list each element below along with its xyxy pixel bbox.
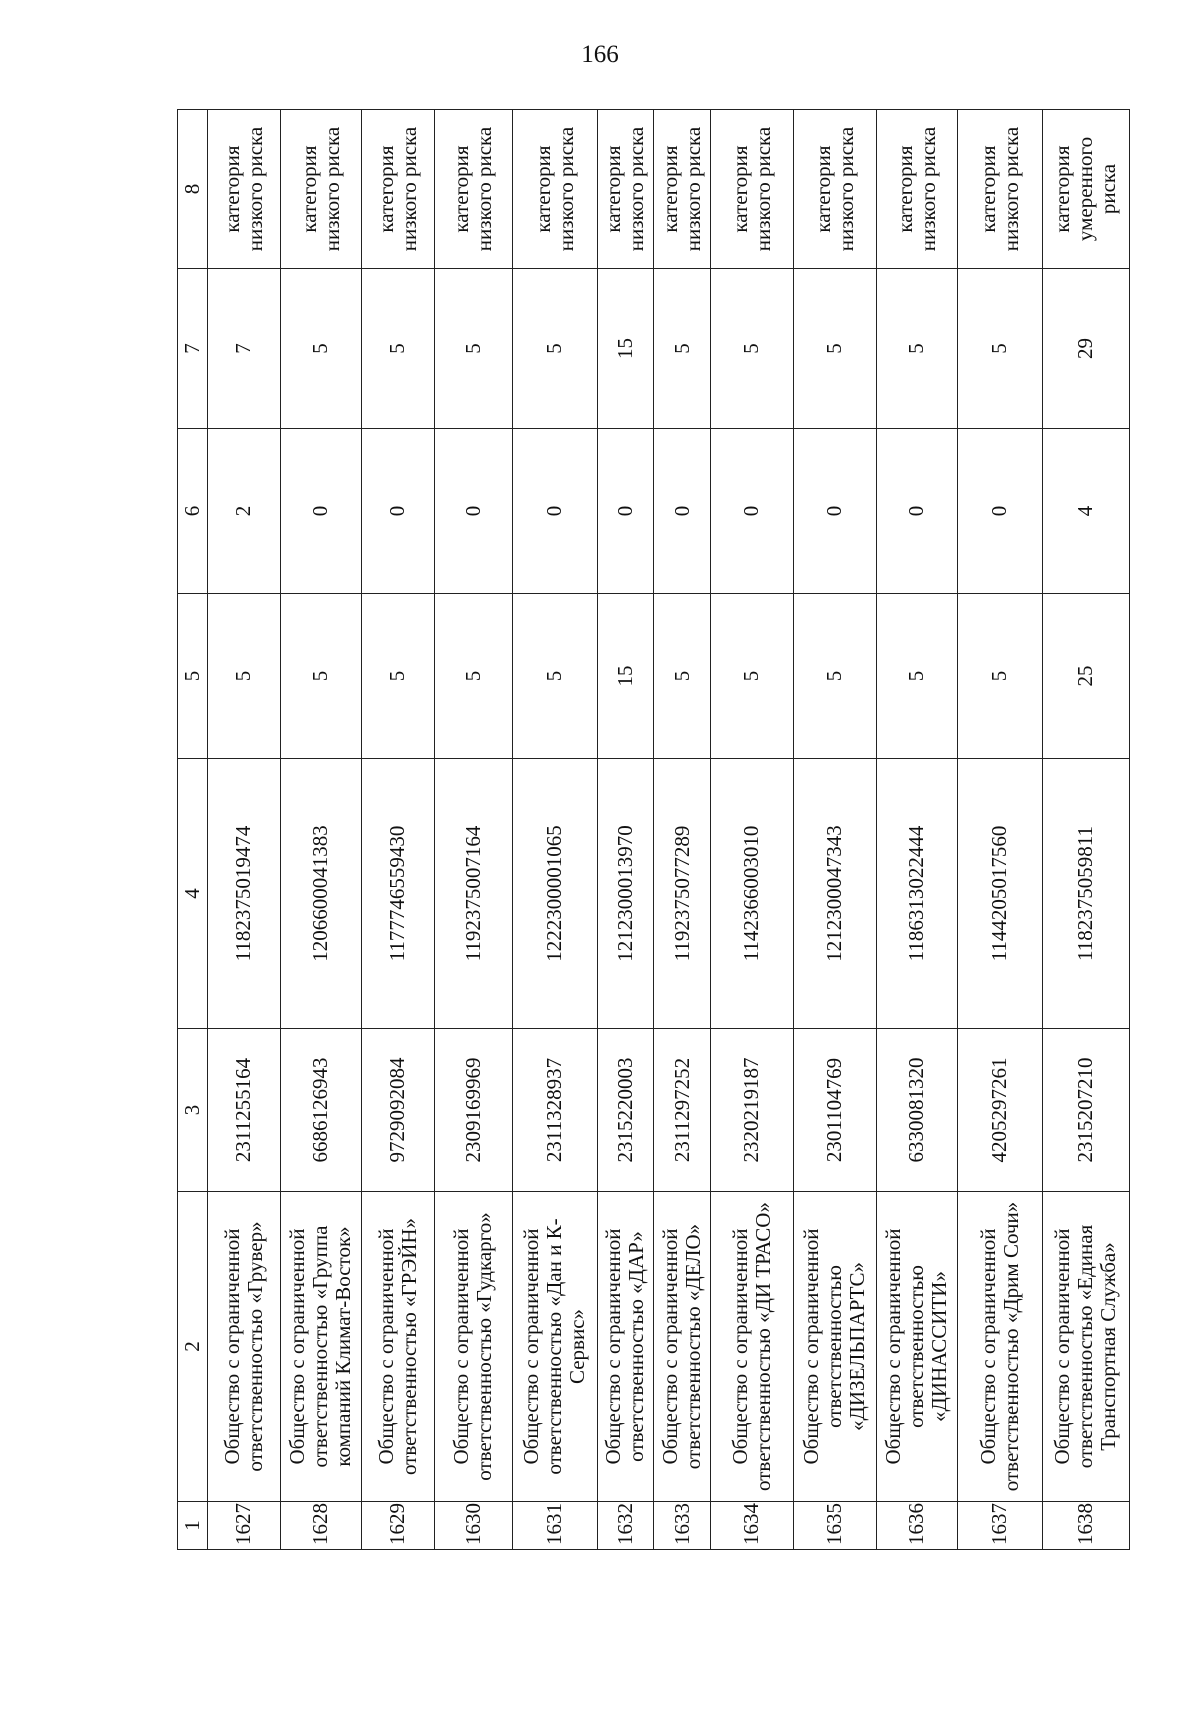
- value-col7: 5: [512, 269, 597, 429]
- organization-name: Общество с ограниченной ответственностью «ДИЗЕЛЬПАРТС»: [793, 1192, 876, 1502]
- risk-category: категория низкого риска: [654, 110, 711, 269]
- value-col6: 4: [1042, 429, 1129, 594]
- ogrn-cell: 1144205017560: [957, 759, 1042, 1029]
- header-cell-1: 1: [178, 1502, 208, 1550]
- row-number: 1638: [1042, 1502, 1129, 1550]
- table-row: [710, 110, 793, 1550]
- value-col6: 0: [654, 429, 711, 594]
- row-number: 1635: [793, 1502, 876, 1550]
- ogrn-cell: 1212300013970: [597, 759, 654, 1029]
- table-row: [434, 110, 512, 1550]
- organization-name: Общество с ограниченной ответственностью «Грувер»: [208, 1192, 281, 1502]
- header-row: [178, 110, 208, 1550]
- value-col6: 0: [597, 429, 654, 594]
- table-row: [654, 110, 711, 1550]
- inn-cell: 2301104769: [793, 1029, 876, 1192]
- value-col7: 7: [208, 269, 281, 429]
- value-col5: 5: [434, 594, 512, 759]
- value-col7: 5: [280, 269, 361, 429]
- value-col5: 5: [876, 594, 957, 759]
- table-row: [876, 110, 957, 1550]
- table-row: [793, 110, 876, 1550]
- inn-cell: 2311255164: [208, 1029, 281, 1192]
- value-col6: 0: [793, 429, 876, 594]
- table-row: [1042, 110, 1129, 1550]
- organization-name: Общество с ограниченной ответственностью «Группа компаний Климат-Восток»: [280, 1192, 361, 1502]
- organization-name: Общество с ограниченной ответственностью «Единая Транспортная Служба»: [1042, 1192, 1129, 1502]
- inn-cell: 6330081320: [876, 1029, 957, 1192]
- value-col6: 0: [280, 429, 361, 594]
- risk-category: категория умеренного риска: [1042, 110, 1129, 269]
- ogrn-cell: 1142366003010: [710, 759, 793, 1029]
- value-col7: 15: [597, 269, 654, 429]
- value-col5: 5: [710, 594, 793, 759]
- ogrn-cell: 1182375059811: [1042, 759, 1129, 1029]
- value-col6: 0: [710, 429, 793, 594]
- row-number: 1631: [512, 1502, 597, 1550]
- header-cell-4: 4: [178, 759, 208, 1029]
- value-col7: 5: [361, 269, 434, 429]
- table-row: [597, 110, 654, 1550]
- table-row: [208, 110, 281, 1550]
- value-col7: 5: [957, 269, 1042, 429]
- registry-table: [177, 109, 1130, 1550]
- ogrn-cell: 1186313022444: [876, 759, 957, 1029]
- value-col6: 0: [361, 429, 434, 594]
- header-cell-5: 5: [178, 594, 208, 759]
- organization-name: Общество с ограниченной ответственностью «ДЕЛО»: [654, 1192, 711, 1502]
- inn-cell: 4205297261: [957, 1029, 1042, 1192]
- ogrn-cell: 1206600041383: [280, 759, 361, 1029]
- organization-name: Общество с ограниченной ответственностью «ДАР»: [597, 1192, 654, 1502]
- risk-category: категория низкого риска: [876, 110, 957, 269]
- risk-category: категория низкого риска: [208, 110, 281, 269]
- organization-name: Общество с ограниченной ответственностью «Дрим Сочи»: [957, 1192, 1042, 1502]
- value-col7: 5: [793, 269, 876, 429]
- value-col7: 29: [1042, 269, 1129, 429]
- value-col5: 5: [654, 594, 711, 759]
- organization-name: Общество с ограниченной ответственностью «Гудкарго»: [434, 1192, 512, 1502]
- row-number: 1629: [361, 1502, 434, 1550]
- row-number: 1634: [710, 1502, 793, 1550]
- value-col6: 0: [434, 429, 512, 594]
- risk-category: категория низкого риска: [710, 110, 793, 269]
- value-col7: 5: [710, 269, 793, 429]
- inn-cell: 2311297252: [654, 1029, 711, 1192]
- inn-cell: 2315207210: [1042, 1029, 1129, 1192]
- value-col6: 0: [512, 429, 597, 594]
- inn-cell: 6686126943: [280, 1029, 361, 1192]
- row-number: 1630: [434, 1502, 512, 1550]
- value-col5: 5: [512, 594, 597, 759]
- value-col5: 5: [957, 594, 1042, 759]
- inn-cell: 9729092084: [361, 1029, 434, 1192]
- ogrn-cell: 1182375019474: [208, 759, 281, 1029]
- ogrn-cell: 1212300047343: [793, 759, 876, 1029]
- value-col7: 5: [876, 269, 957, 429]
- organization-name: Общество с ограниченной ответственностью «Дан и К-Сервис»: [512, 1192, 597, 1502]
- ogrn-cell: 1222300001065: [512, 759, 597, 1029]
- header-cell-2: 2: [178, 1192, 208, 1502]
- row-number: 1633: [654, 1502, 711, 1550]
- table-row: [361, 110, 434, 1550]
- risk-category: категория низкого риска: [793, 110, 876, 269]
- inn-cell: 2311328937: [512, 1029, 597, 1192]
- inn-cell: 2320219187: [710, 1029, 793, 1192]
- value-col5: 15: [597, 594, 654, 759]
- ogrn-cell: 1192375077289: [654, 759, 711, 1029]
- row-number: 1632: [597, 1502, 654, 1550]
- row-number: 1637: [957, 1502, 1042, 1550]
- value-col6: 0: [957, 429, 1042, 594]
- risk-category: категория низкого риска: [280, 110, 361, 269]
- organization-name: Общество с ограниченной ответственностью «ДИ ТРАСО»: [710, 1192, 793, 1502]
- table-row: [512, 110, 597, 1550]
- risk-category: категория низкого риска: [512, 110, 597, 269]
- value-col5: 5: [361, 594, 434, 759]
- header-cell-7: 7: [178, 269, 208, 429]
- risk-category: категория низкого риска: [434, 110, 512, 269]
- ogrn-cell: 1192375007164: [434, 759, 512, 1029]
- value-col5: 5: [208, 594, 281, 759]
- value-col5: 25: [1042, 594, 1129, 759]
- value-col6: 0: [876, 429, 957, 594]
- header-cell-3: 3: [178, 1029, 208, 1192]
- page-number: 166: [581, 41, 619, 68]
- ogrn-cell: 1177746559430: [361, 759, 434, 1029]
- table-row: [280, 110, 361, 1550]
- risk-category: категория низкого риска: [361, 110, 434, 269]
- row-number: 1627: [208, 1502, 281, 1550]
- table-row: [957, 110, 1042, 1550]
- row-number: 1636: [876, 1502, 957, 1550]
- inn-cell: 2315220003: [597, 1029, 654, 1192]
- value-col5: 5: [793, 594, 876, 759]
- row-number: 1628: [280, 1502, 361, 1550]
- value-col7: 5: [654, 269, 711, 429]
- header-cell-6: 6: [178, 429, 208, 594]
- risk-category: категория низкого риска: [957, 110, 1042, 269]
- value-col7: 5: [434, 269, 512, 429]
- value-col5: 5: [280, 594, 361, 759]
- registry-table-container: [177, 110, 1130, 1550]
- value-col6: 2: [208, 429, 281, 594]
- inn-cell: 2309169969: [434, 1029, 512, 1192]
- organization-name: Общество с ограниченной ответственностью «ГРЭЙН»: [361, 1192, 434, 1502]
- organization-name: Общество с ограниченной ответственностью «ДИНАССИТИ»: [876, 1192, 957, 1502]
- risk-category: категория низкого риска: [597, 110, 654, 269]
- header-cell-8: 8: [178, 110, 208, 269]
